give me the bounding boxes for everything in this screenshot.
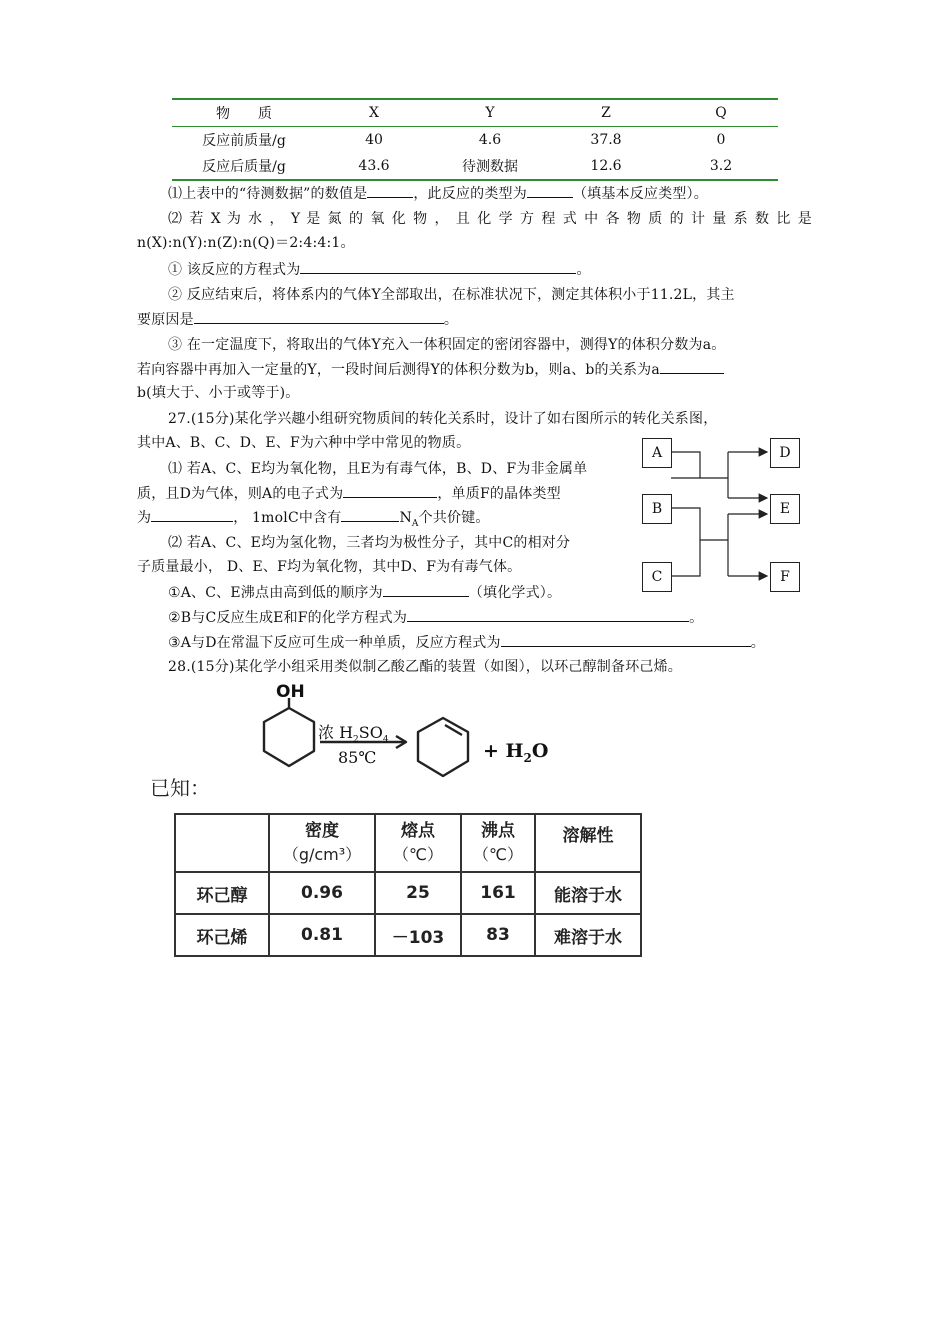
table-cell: 待测数据 <box>432 153 548 180</box>
header-solubility: 溶解性 <box>535 814 641 872</box>
header-melting-point: 熔点 （℃） <box>375 814 461 872</box>
table-cell: 环己醇 <box>175 872 269 914</box>
q27-sub1: ①A、C、E沸点由高到低的顺序为 （填化学式）。 <box>168 582 561 603</box>
table-cell: 反应前质量/g <box>202 133 286 149</box>
q27-part1-cont2: 为 ， 1molC中含有 $N_A$个共价键。 <box>137 507 490 534</box>
q27-part1-cont: 质，且D为气体，则A的电子式为 ，单质F的晶体类型 <box>137 483 561 504</box>
answer-blank[interactable] <box>300 259 576 274</box>
table-cell: 25 <box>375 872 461 914</box>
node-c: C <box>642 562 672 592</box>
header-substance: 物 质 <box>172 99 316 127</box>
table-cell: 3.2 <box>664 153 778 180</box>
header-x: X <box>316 99 432 127</box>
q26-sub3-end: b(填大于、小于或等于)。 <box>137 385 300 401</box>
node-f: F <box>770 562 800 592</box>
node-a: A <box>642 438 672 468</box>
table-cell: 4.6 <box>478 132 502 148</box>
known-label: 已知： <box>150 776 210 800</box>
table-row <box>175 872 641 914</box>
answer-blank[interactable] <box>343 483 437 498</box>
table-cell: 反应后质量/g <box>172 153 316 180</box>
table-cell: 83 <box>461 914 535 956</box>
q26-sub3: ③ 在一定温度下，将取出的气体Y充入一体积固定的密闭容器中，测得Y的体积分数为a。 <box>168 337 726 353</box>
header-z: Z <box>548 99 664 127</box>
table-cell: 37.8 <box>590 132 622 148</box>
temperature-label: 85℃ <box>338 748 377 767</box>
q27-sub3: ③A与D在常温下反应可生成一种单质，反应方程式为 。 <box>168 632 765 653</box>
q27-part1: ⑴ 若A、C、E均为氧化物，且E为有毒气体，B、D、F为非金属单 <box>168 461 588 477</box>
connector-c <box>671 540 700 576</box>
table-cell: 161 <box>461 872 535 914</box>
q28-intro: 28.(15分)某化学小组采用类似制乙酸乙酯的装置（如图），以环己醇制备环己烯。 <box>168 659 683 675</box>
q26-sub1: ① 该反应的方程式为 。 <box>168 259 591 280</box>
q26-part2: ⑵ 若 X 为 水 ， Y 是 氮 的 氧 化 物 ， 且 化 学 方 程 式 中 各 物 质 的 计 量 系 数 比 是 <box>168 211 812 227</box>
table-cell: 43.6 <box>316 153 432 180</box>
reagent-label: 浓 $H_2SO_4$ <box>318 723 389 746</box>
table-cell: 难溶于水 <box>535 914 641 956</box>
table-cell: 12.6 <box>548 153 664 180</box>
q27-intro-cont: 其中A、B、C、D、E、F为六种中学中常见的物质。 <box>137 435 471 451</box>
table-row <box>175 914 641 956</box>
cyclohexanol-ring <box>264 708 314 766</box>
water-product: + $H_2O$ <box>483 740 549 765</box>
node-b: B <box>642 494 672 524</box>
header-q: Q <box>664 99 778 127</box>
reaction-mass-table <box>172 98 778 181</box>
table-cell: 环己烯 <box>175 914 269 956</box>
table-cell: －103 <box>375 914 461 956</box>
q27-sub2: ②B与C反应生成E和F的化学方程式为 。 <box>168 607 703 628</box>
answer-blank[interactable] <box>527 183 573 198</box>
table-corner-cell <box>175 814 269 872</box>
q27-part2-cont: 子质量最小， D、E、F均为氧化物，其中D、F为有毒气体。 <box>137 559 522 575</box>
table-row <box>172 127 778 154</box>
q27-part2: ⑵ 若A、C、E均为氢化物，三者均为极性分子，其中C的相对分 <box>168 535 571 551</box>
table-row <box>172 153 778 180</box>
q26-sub2-cont: 要原因是 。 <box>137 309 458 330</box>
answer-blank[interactable] <box>341 507 399 522</box>
table-cell: 0.81 <box>269 914 375 956</box>
table-header-row <box>175 814 641 872</box>
cyclohexene-ring <box>418 718 468 776</box>
answer-blank[interactable] <box>151 507 233 522</box>
table-cell: 能溶于水 <box>535 872 641 914</box>
node-e: E <box>770 494 800 524</box>
table-cell: 40 <box>365 132 383 148</box>
q26-sub3-cont: 若向容器中再加入一定量的Y，一段时间后测得Y的体积分数为b，则a、b的关系为a <box>137 359 724 380</box>
q26-part1: ⑴上表中的“待测数据”的数值是 ，此反应的类型为 （填基本反应类型）。 <box>168 183 708 204</box>
header-density: 密度 （g/cm³） <box>269 814 375 872</box>
answer-blank[interactable] <box>194 309 444 324</box>
node-d: D <box>770 438 800 468</box>
properties-table <box>174 813 642 957</box>
table-cell: 0 <box>716 132 726 148</box>
oh-label: OH <box>276 682 305 702</box>
answer-blank[interactable] <box>501 632 751 647</box>
answer-blank[interactable] <box>383 582 469 597</box>
q26-sub2: ② 反应结束后，将体系内的气体Y全部取出，在标准状况下，测定其体积小于11.2L，其主 <box>168 287 735 303</box>
table-header-row <box>172 99 778 127</box>
q26-part2-ratio: n(X):n(Y):n(Z):n(Q)＝2:4:4:1。 <box>137 235 355 251</box>
q27-intro: 27.(15分)某化学兴趣小组研究物质间的转化关系时，设计了如右图所示的转化关系图， <box>168 411 718 427</box>
table-cell: 0.96 <box>269 872 375 914</box>
header-y: Y <box>432 99 548 127</box>
connector-a-b-left <box>671 452 700 478</box>
answer-blank[interactable] <box>660 359 724 374</box>
answer-blank[interactable] <box>367 183 413 198</box>
connector-b-lower <box>671 508 728 540</box>
header-boiling-point: 沸点 （℃） <box>461 814 535 872</box>
answer-blank[interactable] <box>407 607 689 622</box>
